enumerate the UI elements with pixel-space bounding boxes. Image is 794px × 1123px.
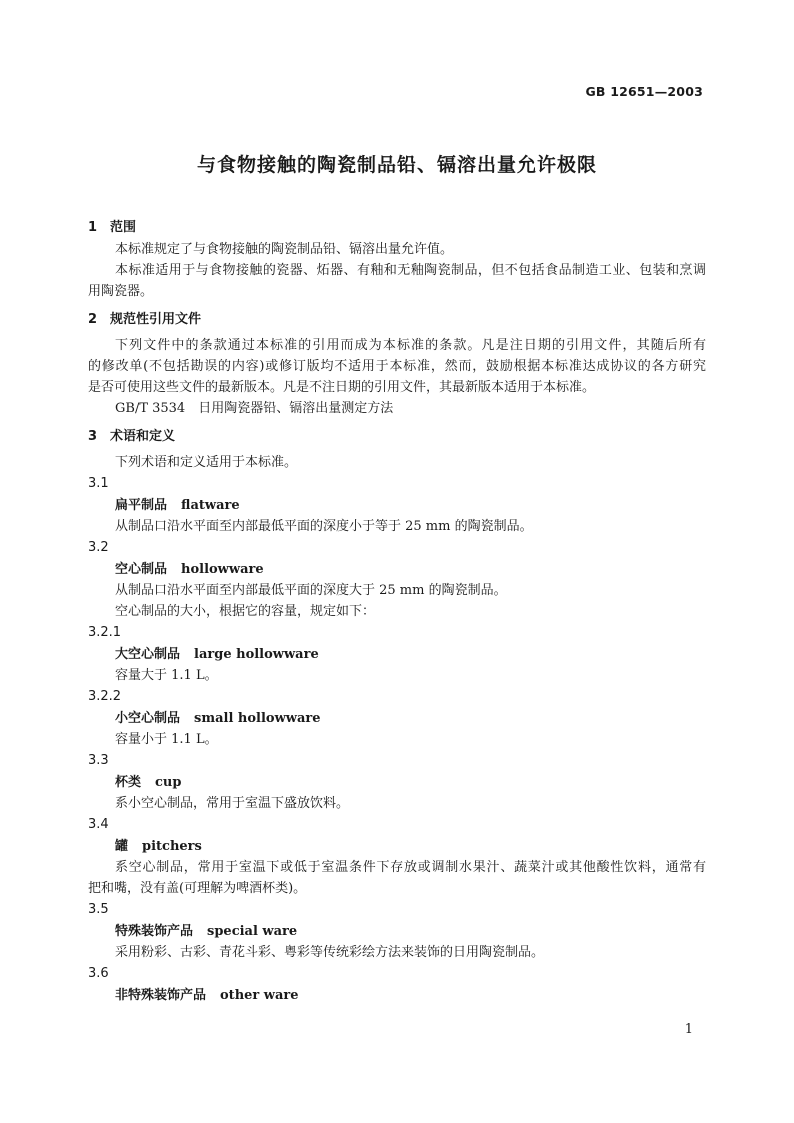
term-definition: 从制品口沿水平面至内部最低平面的深度大于 25 mm 的陶瓷制品。 xyxy=(115,583,507,598)
term-entry xyxy=(88,644,706,665)
term-number: 3.2.1 xyxy=(88,625,122,640)
term-number: 3.6 xyxy=(88,966,109,981)
term-zh: 非特殊装饰产品 xyxy=(115,988,207,1003)
section-2-heading xyxy=(88,308,706,331)
term-number: 3.5 xyxy=(88,902,109,917)
section-number: 1 xyxy=(88,220,98,235)
term-en: other ware xyxy=(220,988,299,1003)
paragraph-line: 是否可使用这些文件的最新版本。凡是不注日期的引用文件，其最新版本适用于本标准。 xyxy=(88,380,596,395)
section-title: 规范性引用文件 xyxy=(110,312,202,327)
section-1-heading xyxy=(88,216,706,239)
term-en: small hollowware xyxy=(194,711,321,726)
term-number: 3.4 xyxy=(88,817,109,832)
term-zh: 扁平制品 xyxy=(115,498,168,513)
section-number: 2 xyxy=(88,312,98,327)
term-entry xyxy=(88,708,706,729)
term-definition: 系小空心制品，常用于室温下盛放饮料。 xyxy=(115,796,350,811)
term-number: 3.2.2 xyxy=(88,689,122,704)
term-zh: 空心制品 xyxy=(115,562,168,577)
paragraph-line: 本标准适用于与食物接触的瓷器、炻器、有釉和无釉陶瓷制品，但不包括食品制造工业、包装和烹调 xyxy=(115,263,706,278)
section-title: 范围 xyxy=(110,220,137,235)
page-number: 1 xyxy=(684,1022,693,1037)
paragraph: 下列术语和定义适用于本标准。 xyxy=(115,455,298,470)
term-definition: 容量大于 1.1 L。 xyxy=(115,668,218,683)
term-definition-line: 系空心制品，常用于室温下或低于室温条件下存放或调制水果汁、蔬菜汁或其他酸性饮料，通常有 xyxy=(115,860,706,875)
term-number: 3.3 xyxy=(88,753,109,768)
section-number: 3 xyxy=(88,429,98,444)
normative-reference: GB/T 3534 日用陶瓷器铅、镉溶出量测定方法 xyxy=(115,401,394,416)
term-entry xyxy=(88,836,706,857)
term-number: 3.2 xyxy=(88,540,109,555)
term-definition: 容量小于 1.1 L。 xyxy=(115,732,218,747)
term-entry xyxy=(88,985,706,1006)
term-definition-line: 把和嘴，没有盖(可理解为啤酒杯类)。 xyxy=(88,881,307,896)
term-entry xyxy=(88,772,706,793)
section-3-heading xyxy=(88,425,706,448)
standard-code: GB 12651—2003 xyxy=(585,84,703,99)
term-en: pitchers xyxy=(142,839,202,854)
term-en: large hollowware xyxy=(194,647,319,662)
paragraph-line: 的修改单(不包括勘误的内容)或修订版均不适用于本标准，然而，鼓励根据本标准达成协议的各方研究 xyxy=(88,359,706,374)
term-zh: 罐 xyxy=(115,839,129,854)
term-number: 3.1 xyxy=(88,476,109,491)
term-definition: 空心制品的大小，根据它的容量，规定如下： xyxy=(115,604,376,619)
term-entry xyxy=(88,495,706,516)
term-zh: 杯类 xyxy=(115,775,142,790)
section-title: 术语和定义 xyxy=(110,429,176,444)
term-definition: 采用粉彩、古彩、青花斗彩、粤彩等传统彩绘方法来装饰的日用陶瓷制品。 xyxy=(115,945,545,960)
term-en: hollowware xyxy=(181,562,264,577)
term-zh: 大空心制品 xyxy=(115,647,181,662)
paragraph: 本标准规定了与食物接触的陶瓷制品铅、镉溶出量允许值。 xyxy=(115,242,454,257)
paragraph-line: 下列文件中的条款通过本标准的引用而成为本标准的条款。凡是注日期的引用文件，其随后所有 xyxy=(115,338,706,353)
term-zh: 小空心制品 xyxy=(115,711,181,726)
term-entry xyxy=(88,921,706,942)
paragraph-line: 用陶瓷器。 xyxy=(88,284,154,299)
term-zh: 特殊装饰产品 xyxy=(115,924,194,939)
term-en: flatware xyxy=(181,498,240,513)
document-body xyxy=(88,214,706,1006)
term-en: special ware xyxy=(207,924,298,939)
term-definition: 从制品口沿水平面至内部最低平面的深度小于等于 25 mm 的陶瓷制品。 xyxy=(115,519,533,534)
term-entry xyxy=(88,559,706,580)
term-en: cup xyxy=(155,775,182,790)
document-title: 与食物接触的陶瓷制品铅、镉溶出量允许极限 xyxy=(196,154,597,176)
